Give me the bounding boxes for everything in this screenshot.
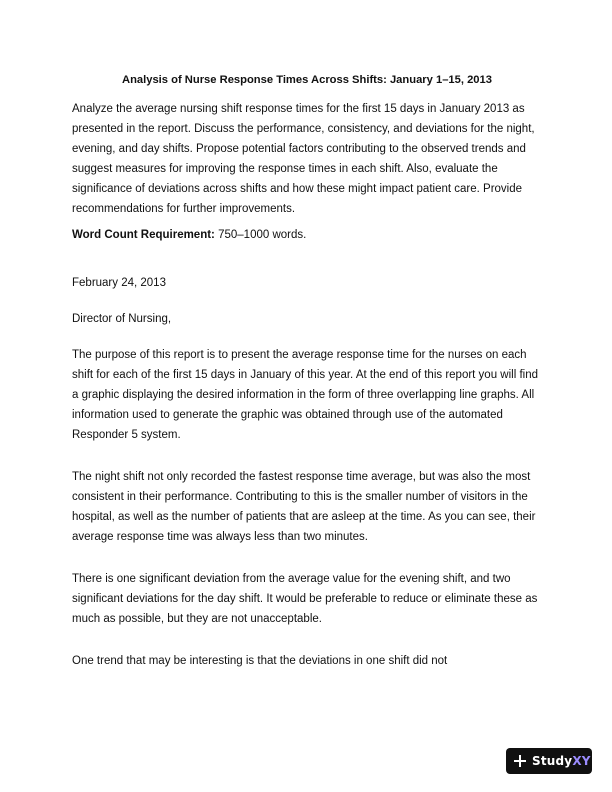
word-count-value: 750–1000 words.	[214, 229, 307, 241]
studyxy-badge[interactable]	[506, 748, 592, 774]
brand-name	[532, 754, 591, 768]
salutation: Director of Nursing,	[72, 313, 172, 325]
word-count-line	[72, 225, 542, 245]
plus-icon	[514, 755, 526, 767]
body-paragraph: There is one significant deviation from the average value for the evening shift, and two significant deviations for the day shift. It would be preferable to reduce or eliminate these as much as possible, but they are not unacceptable.	[72, 573, 538, 625]
document-body	[72, 73, 542, 671]
body-paragraph: The night shift not only recorded the fastest response time average, but was also the most consistent in their performance. Contributing to this is the smaller number of visitors in the hospital, as well as the number of patients that are asleep at the time. As you can see, their average response time was always less than two minutes.	[72, 471, 536, 543]
brand-name-main: Study	[532, 754, 573, 768]
word-count-label: Word Count Requirement:	[72, 229, 215, 241]
letter-date: February 24, 2013	[72, 277, 166, 289]
body-paragraph: The purpose of this report is to present the average response time for the nurses on each shift for each of the first 15 days in January of this year. At the end of this report you will find a graphic displaying the desired information in the form of three overlapping line graphs. All information used to generate the graphic was obtained through use of the automated Responder 5 system.	[72, 349, 538, 441]
brand-name-accent: XY	[572, 754, 591, 768]
prompt-paragraph: Analyze the average nursing shift response times for the first 15 days in January 2013 as presented in the report. Discuss the performance, consistency, and deviations for the night, evening, and day shifts. Propose potential factors contributing to the observed trends and suggest measures for improving the response times in each shift. Also, evaluate the significance of deviations across shifts and how these might impact patient care. Provide recommendations for further improvements.	[72, 103, 535, 215]
body-paragraph: One trend that may be interesting is that the deviations in one shift did not	[72, 655, 448, 667]
document-title: Analysis of Nurse Response Times Across Shifts: January 1–15, 2013	[122, 74, 492, 86]
